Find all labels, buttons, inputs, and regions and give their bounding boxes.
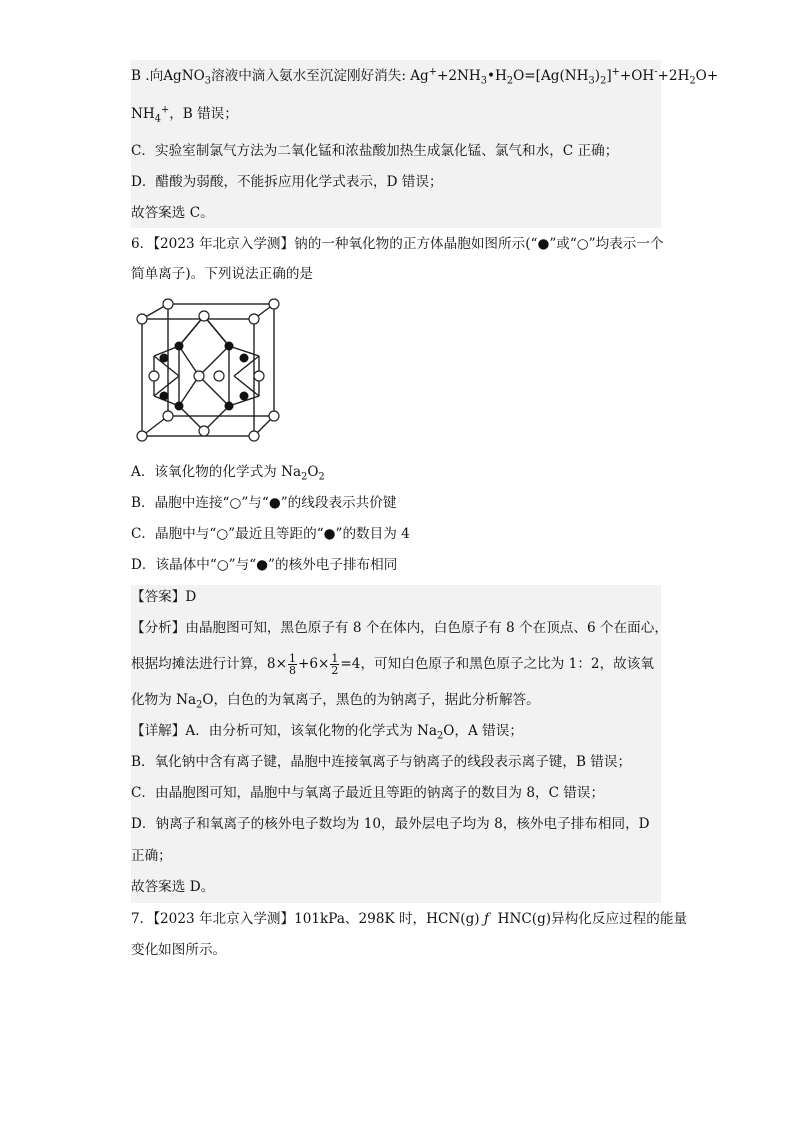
- q6-option-a: A．该氧化物的化学式为 $Na_2O_2$: [131, 464, 325, 483]
- q6-option-d: D．该晶体中“○”与“●”的核外电子排布相同: [131, 557, 398, 573]
- q5-option-b-line1: B .向AgNO$_3$溶液中滴入氨水至沉淀刚好消失: $Ag^++2NH_3•H_2O=[Ag(NH_3)_2]^++OH^-+2H_2O+$: [131, 66, 719, 87]
- q6-conclusion: 故答案选 D。: [131, 879, 215, 895]
- equilibrium-symbol: ƒ: [483, 911, 489, 927]
- q6-analysis-line1: 【分析】由晶胞图可知，黑色原子有 8 个在体内，白色原子有 8 个在顶点、6 个在面心，: [131, 620, 668, 636]
- q6-option-b: B．晶胞中连接“○”与“●”的线段表示共价键: [131, 495, 397, 511]
- fraction-one-eighth: $\frac{1}{8}$: [288, 652, 296, 677]
- q6-option-c: C．晶胞中与“○”最近且等距的“●”的数目为 4: [131, 526, 410, 542]
- q6-detail-d-line1: D．钠离子和氧离子的核外电子数均为 10，最外层电子均为 8，核外电子排布相同，D: [131, 816, 650, 832]
- q5-option-c: C．实验室制氯气方法为二氧化锰和浓盐酸加热生成氯化锰、氯气和水，C 正确；: [131, 143, 619, 159]
- crystal-cell-diagram: [134, 296, 284, 446]
- q6-detail-d-line2: 正确；: [131, 848, 172, 864]
- q6-analysis-line2: 根据均摊法进行计算，8× $\frac{1}{8}$ +6× $\frac{1}{2}$ =4，可知白色原子和黑色原子之比为 1：2，故该氧: [131, 652, 654, 677]
- q6-stem-line1: 6．【2023 年北京入学测】钠的一种氧化物的正方体晶胞如图所示(“●”或“○”均表示一个: [131, 236, 664, 252]
- fraction-one-half: $\frac{1}{2}$: [331, 652, 339, 677]
- q6-detail-a: 【详解】A．由分析可知，该氧化物的化学式为 $Na_2O$，A 错误；: [131, 723, 523, 742]
- q7-stem-line2: 变化如图所示。: [131, 942, 227, 958]
- q6-detail-b: B．氧化钠中含有离子键，晶胞中连接氧离子与钠离子的线段表示离子键，B 错误；: [131, 754, 632, 770]
- q6-detail-c: C．由晶胞图可知，晶胞中与氧离子最近且等距的钠离子的数目为 8，C 错误；: [131, 785, 605, 801]
- q6-answer: 【答案】D: [131, 589, 197, 605]
- q7-stem-line1: 7．【2023 年北京入学测】101kPa、298K 时，HCN(g) ƒ HNC(g)异构化反应过程的能量: [131, 911, 688, 927]
- q6-analysis-line3: 化物为 $Na_2O$，白色的为氧离子，黑色的为钠离子，据此分析解答。: [131, 692, 540, 711]
- q6-stem-line2: 简单离子)。下列说法正确的是: [131, 266, 314, 282]
- q5-option-b-line2: $NH_4^+$，B 错误；: [131, 104, 238, 125]
- q5-conclusion: 故答案选 C。: [131, 205, 214, 221]
- q5-option-d: D．醋酸为弱酸，不能拆应用化学式表示，D 错误；: [131, 174, 443, 190]
